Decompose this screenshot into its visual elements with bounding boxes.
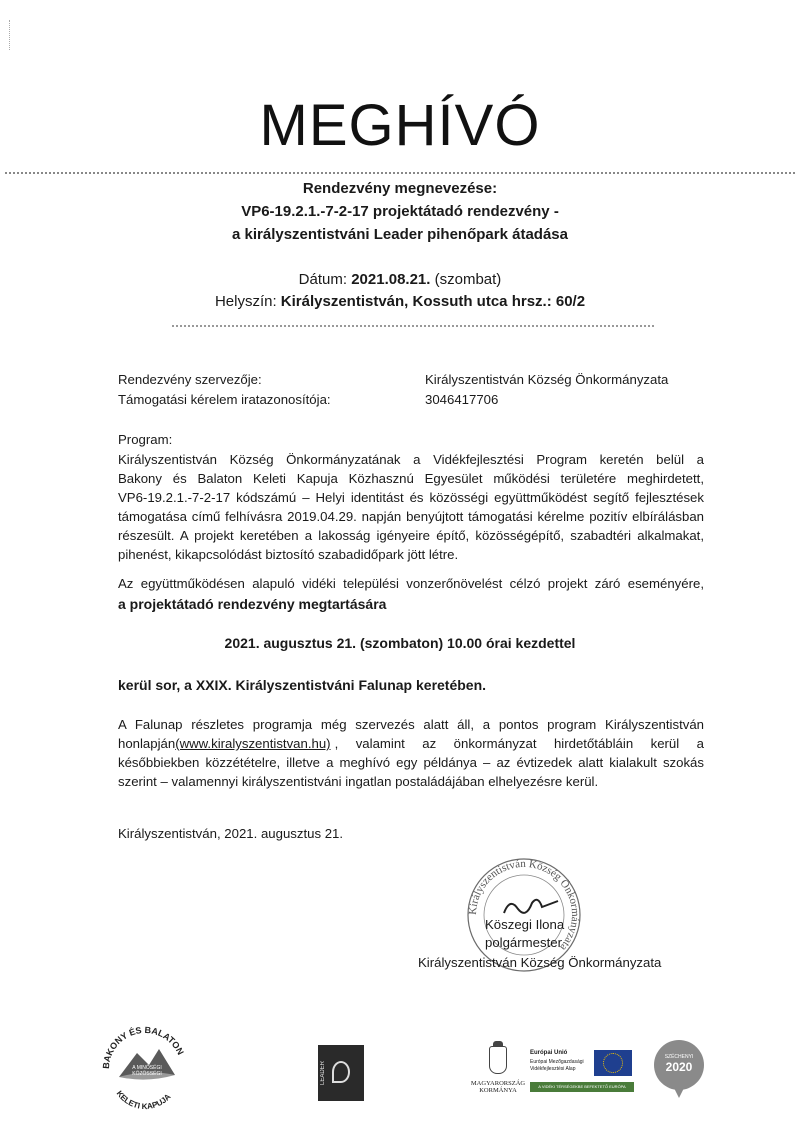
leader-logo-text: LEADER <box>320 1061 326 1086</box>
program-line: Bakony és Balaton Keleti Kapuja Közhasznú Egyesület működési területére meghirdetett, <box>118 471 704 486</box>
invite-time: 2021. augusztus 21. (szombaton) 10.00 órai kezdettel <box>224 635 576 651</box>
event-line-1: VP6-19.2.1.-7-2-17 projektátadó rendezvény - <box>241 203 559 220</box>
program-label: Program: <box>118 432 173 447</box>
eu-bar-text: A VIDÉKI TÉRSÉGEKBE BEFEKTETŐ EURÓPA <box>530 1082 634 1092</box>
website-link[interactable]: (www.kiralyszentistvan.hu) <box>175 736 331 751</box>
gov-line-1: MAGYARORSZÁG <box>470 1080 526 1087</box>
bakony-balaton-logo <box>97 1017 193 1113</box>
location-row <box>0 293 800 310</box>
leaf-icon <box>332 1061 350 1083</box>
signer-name: Köszegi Ilona <box>485 917 565 932</box>
organizer-value: Királyszentistván Község Önkormányzata <box>425 372 669 387</box>
falunap-line-2-rest: , valamint az önkormányzat hirdetőtábláin kerül a <box>334 736 704 751</box>
gov-line-2: KORMÁNYA <box>479 1087 517 1094</box>
szechenyi-line-2: 2020 <box>665 1060 693 1074</box>
map-pin-icon <box>674 1088 684 1098</box>
event-line-2: a királyszentistváni Leader pihenőpark átadása <box>232 226 568 243</box>
szechenyi-line-1: SZÉCHENYI <box>664 1054 694 1060</box>
program-line: részesült. A projekt keretében a lakosság igényeire építő, közösségépítő, szabadtéri alkalmakat, <box>118 528 704 543</box>
organizer-label: Rendezvény szervezője: <box>118 372 262 387</box>
scan-edge-mark <box>9 20 11 50</box>
divider-top <box>5 172 795 174</box>
event-heading: Rendezvény megnevezése: <box>302 180 498 197</box>
szechenyi-2020-logo <box>654 1040 704 1102</box>
falunap-line-2 <box>118 734 704 754</box>
falunap-line-4: szerint – valamennyi királyszentistváni ingatlan postaládájában elhelyezésre kerül. <box>118 774 599 789</box>
signer-org: Királyszentistván Község Önkormányzata <box>418 955 662 970</box>
bakony-logo-mid-2: KÖZÖSSÉGI <box>132 1071 162 1077</box>
date-value: 2021.08.21. <box>351 271 431 288</box>
szechenyi-badge <box>654 1040 704 1090</box>
date-suffix: (szombat) <box>434 271 502 288</box>
program-line: VP6-19.2.1.-7-2-17 kódszámú – Helyi identitást és közösségi együttműködést segítő fejlesztések <box>118 490 704 505</box>
location-value: Királyszentistván, Kossuth utca hrsz.: 60/2 <box>280 293 586 310</box>
falunap-line-1: A Falunap részletes programja még szervezés alatt áll, a pontos program Királyszentistván <box>118 717 704 732</box>
date-row <box>0 271 800 288</box>
grant-id-label: Támogatási kérelem iratazonosítója: <box>118 392 331 407</box>
signer-role: polgármester <box>485 935 562 950</box>
grant-id-value: 3046417706 <box>425 392 499 407</box>
leader-logo <box>318 1045 364 1101</box>
eu-line-1: Európai Unió <box>530 1050 568 1056</box>
eu-logo-block <box>530 1050 634 1100</box>
invite-closing: kerül sor, a XXIX. Királyszentistváni Falunap keretében. <box>118 677 487 693</box>
falunap-line-3: későbbiekben közzétételre, illetve a meghívó egy példánya – az évtizedek alatt kialakult szokás <box>118 755 704 770</box>
date-label: Dátum: <box>298 271 348 288</box>
falunap-honlap: honlapján <box>118 736 176 751</box>
stamp-text: Királyszentistván Község Önkormányzata <box>466 857 582 954</box>
hungarian-government-logo <box>468 1046 528 1106</box>
invite-line-2: a projektátadó rendezvény megtartására <box>118 596 387 612</box>
place-date: Királyszentistván, 2021. augusztus 21. <box>118 826 344 841</box>
program-line: támogatása című felhívásra 2019.04.29. napján benyújtott támogatási kérelme pozitív elbírálásban <box>118 509 704 524</box>
bakony-logo-bottom-text: KELETI KAPUJA <box>114 1089 173 1112</box>
bakony-logo-mid-1: A MINŐSÉGI <box>132 1065 162 1071</box>
divider-middle <box>172 325 654 327</box>
coat-of-arms-icon <box>489 1046 507 1074</box>
signature-scribble <box>504 900 558 913</box>
invite-line-1: Az együttműködésen alapuló vidéki települési vonzerőnövelést célzó projekt záró eseményére, <box>118 576 704 591</box>
svg-text:KELETI KAPUJA <box>115 1089 173 1111</box>
eu-line-2: Európai Mezőgazdasági <box>530 1059 584 1065</box>
location-label: Helyszín: <box>214 293 277 310</box>
eu-flag-icon <box>594 1050 632 1076</box>
eu-line-3: Vidékfejlesztési Alap <box>530 1066 576 1072</box>
program-line: pihenést, kikapcsolódást biztosító szabadidőpark jött létre. <box>118 547 459 562</box>
program-line: Királyszentistván Község Önkormányzatának a Vidékfejlesztési Program keretén belül a <box>118 452 704 467</box>
bakony-logo-top-text: BAKONY ÉS BALATON <box>100 1024 186 1070</box>
document-title: MEGHÍVÓ <box>259 93 541 158</box>
